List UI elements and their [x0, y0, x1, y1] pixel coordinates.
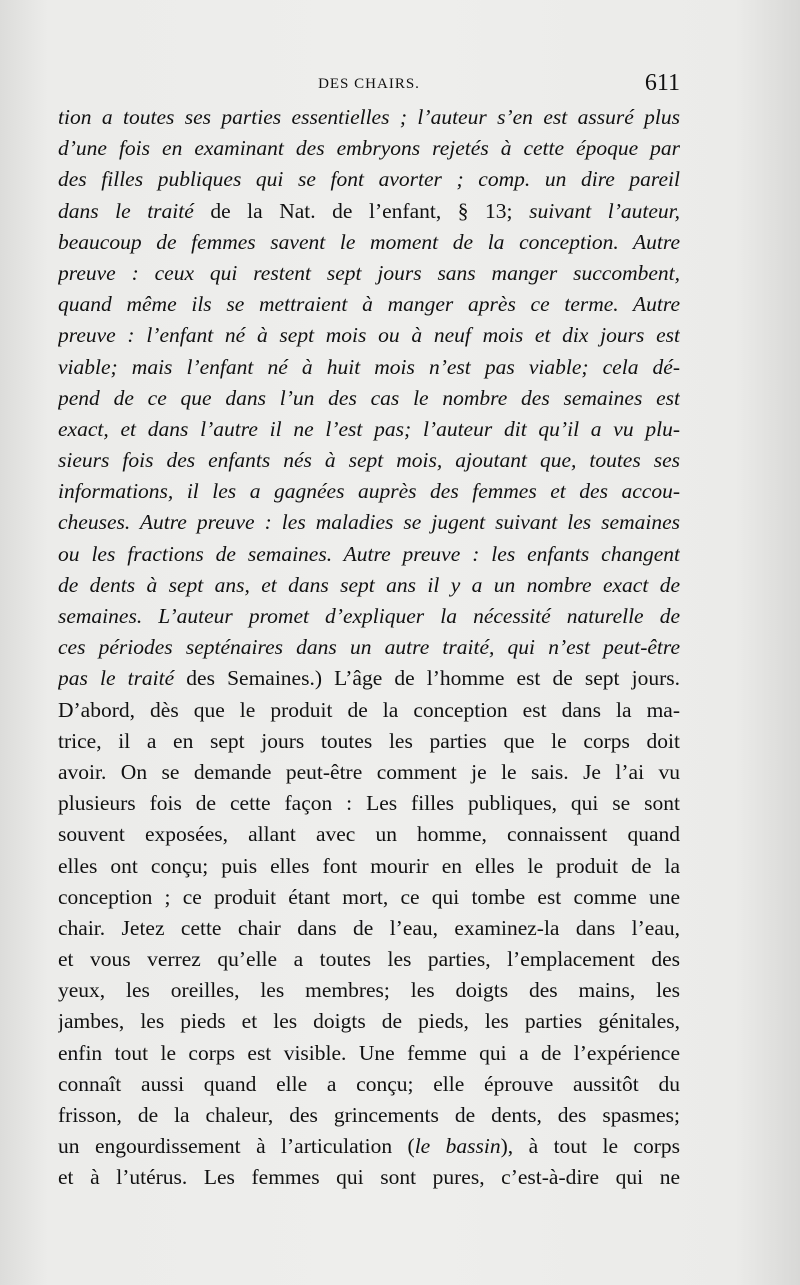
italic-segment: d’une fois en examinant des embryons rejetés à cette époque par — [58, 136, 680, 161]
text-line — [58, 196, 680, 227]
text-line — [58, 414, 680, 445]
text-line — [58, 1006, 680, 1037]
roman-segment: des Semaines.) L’âge de l’homme est de sept jours. — [186, 666, 680, 691]
text-line — [58, 788, 680, 819]
italic-segment: sieurs fois des enfants nés à sept mois, ajoutant que, toutes ses — [58, 448, 680, 473]
italic-segment: de dents à sept ans, et dans sept ans il y a un nombre exact de — [58, 572, 680, 597]
body-text — [58, 102, 680, 1194]
text-line — [58, 882, 680, 913]
italic-segment: quand même ils se mettraient à manger après ce terme. Autre — [58, 292, 680, 317]
text-line — [58, 133, 680, 164]
roman-segment: et à l’utérus. Les femmes qui sont pures, c’est-à-dire qui ne — [58, 1165, 680, 1190]
text-line — [58, 663, 680, 694]
italic-segment: des filles publiques qui se font avorter ; comp. un dire pareil — [58, 167, 680, 192]
roman-segment: yeux, les oreilles, les membres; les doigts des mains, les — [58, 978, 680, 1003]
text-line — [58, 570, 680, 601]
roman-segment: conception ; ce produit étant mort, ce qui tombe est comme une — [58, 884, 680, 909]
roman-segment: frisson, de la chaleur, des grincements de dents, des spasmes; — [58, 1103, 680, 1127]
italic-segment: ou les fractions de semaines. Autre preuve : les enfants changent — [58, 541, 680, 566]
roman-segment: D’abord, dès que le produit de la conception est dans la ma- — [58, 697, 680, 722]
italic-segment: cheuses. Autre preuve : les maladies se jugent suivant les semaines — [58, 510, 680, 535]
text-line — [58, 289, 680, 320]
italic-segment: preuve : l’enfant né à sept mois ou à neuf mois et dix jours est — [58, 323, 680, 348]
text-line — [58, 227, 680, 258]
roman-segment: plusieurs fois de cette façon : Les filles publiques, qui se sont — [58, 791, 680, 816]
italic-segment: pas le traité — [58, 666, 187, 691]
text-line — [58, 851, 680, 882]
italic-segment: beaucoup de femmes savent le moment de la conception. Autre — [58, 229, 680, 254]
roman-segment: et vous verrez qu’elle a toutes les parties, l’emplacement des — [58, 947, 680, 972]
roman-segment: de la Nat. de l’enfant, § 13; — [210, 198, 530, 223]
text-line — [58, 601, 680, 632]
roman-segment: chair. Jetez cette chair dans de l’eau, examinez-la dans l’eau, — [58, 915, 680, 940]
text-line — [58, 913, 680, 944]
roman-segment: connaît aussi quand elle a conçu; elle éprouve aussitôt du — [58, 1071, 680, 1096]
text-line — [58, 258, 680, 289]
text-line — [58, 320, 680, 351]
italic-segment: ces périodes septénaires dans un autre traité, qui n’est peut-être — [58, 635, 680, 660]
text-line — [58, 1162, 680, 1193]
italic-segment: semaines. L’auteur promet d’expliquer la nécessité naturelle de — [58, 604, 680, 628]
roman-segment: un engourdissement à l’articulation ( — [58, 1134, 415, 1159]
roman-segment: elles ont conçu; puis elles font mourir en elles le produit de la — [58, 853, 680, 878]
roman-segment: jambes, les pieds et les doigts de pieds, les parties génitales, — [58, 1009, 680, 1034]
text-line — [58, 507, 680, 538]
text-line — [58, 476, 680, 507]
italic-segment: pend de ce que dans l’un des cas le nombre des semaines est — [58, 385, 680, 410]
roman-segment: avoir. On se demande peut-être comment je le sais. Je l’ai vu — [58, 759, 680, 784]
page-number: 611 — [644, 70, 680, 96]
text-line — [58, 383, 680, 414]
roman-segment: souvent exposées, allant avec un homme, connaissent quand — [58, 822, 680, 847]
roman-segment: trice, il a en sept jours toutes les parties que le corps doit — [58, 728, 680, 753]
text-line — [58, 1069, 680, 1100]
text-line — [58, 102, 680, 133]
roman-segment: enfin tout le corps est visible. Une femme qui a de l’expérience — [58, 1040, 680, 1065]
text-line — [58, 1131, 680, 1162]
running-head: DES CHAIRS. — [318, 76, 420, 92]
italic-segment: suivant l’auteur, — [529, 198, 680, 223]
text-line — [58, 445, 680, 476]
text-line — [58, 1038, 680, 1069]
text-line — [58, 819, 680, 850]
text-line — [58, 539, 680, 570]
text-line — [58, 164, 680, 195]
italic-segment: le bassin — [414, 1134, 501, 1159]
text-line — [58, 632, 680, 663]
text-line — [58, 726, 680, 757]
text-line — [58, 975, 680, 1006]
page-header — [58, 70, 680, 100]
text-line — [58, 944, 680, 975]
italic-segment: informations, il les a gagnées auprès des femmes et des accou- — [58, 479, 680, 504]
italic-segment: dans le traité — [58, 198, 211, 223]
text-line — [58, 757, 680, 788]
italic-segment: exact, et dans l’autre il ne l’est pas; l’auteur dit qu’il a vu plu- — [58, 416, 680, 441]
text-line — [58, 1100, 680, 1131]
italic-segment: viable; mais l’enfant né à huit mois n’est pas viable; cela dé- — [58, 354, 680, 379]
text-line — [58, 695, 680, 726]
italic-segment: tion a toutes ses parties essentielles ; l’auteur s’en est assuré plus — [58, 105, 680, 129]
text-line — [58, 352, 680, 383]
roman-segment: ), à tout le corps — [500, 1134, 680, 1159]
italic-segment: preuve : ceux qui restent sept jours sans manger succombent, — [58, 260, 680, 285]
